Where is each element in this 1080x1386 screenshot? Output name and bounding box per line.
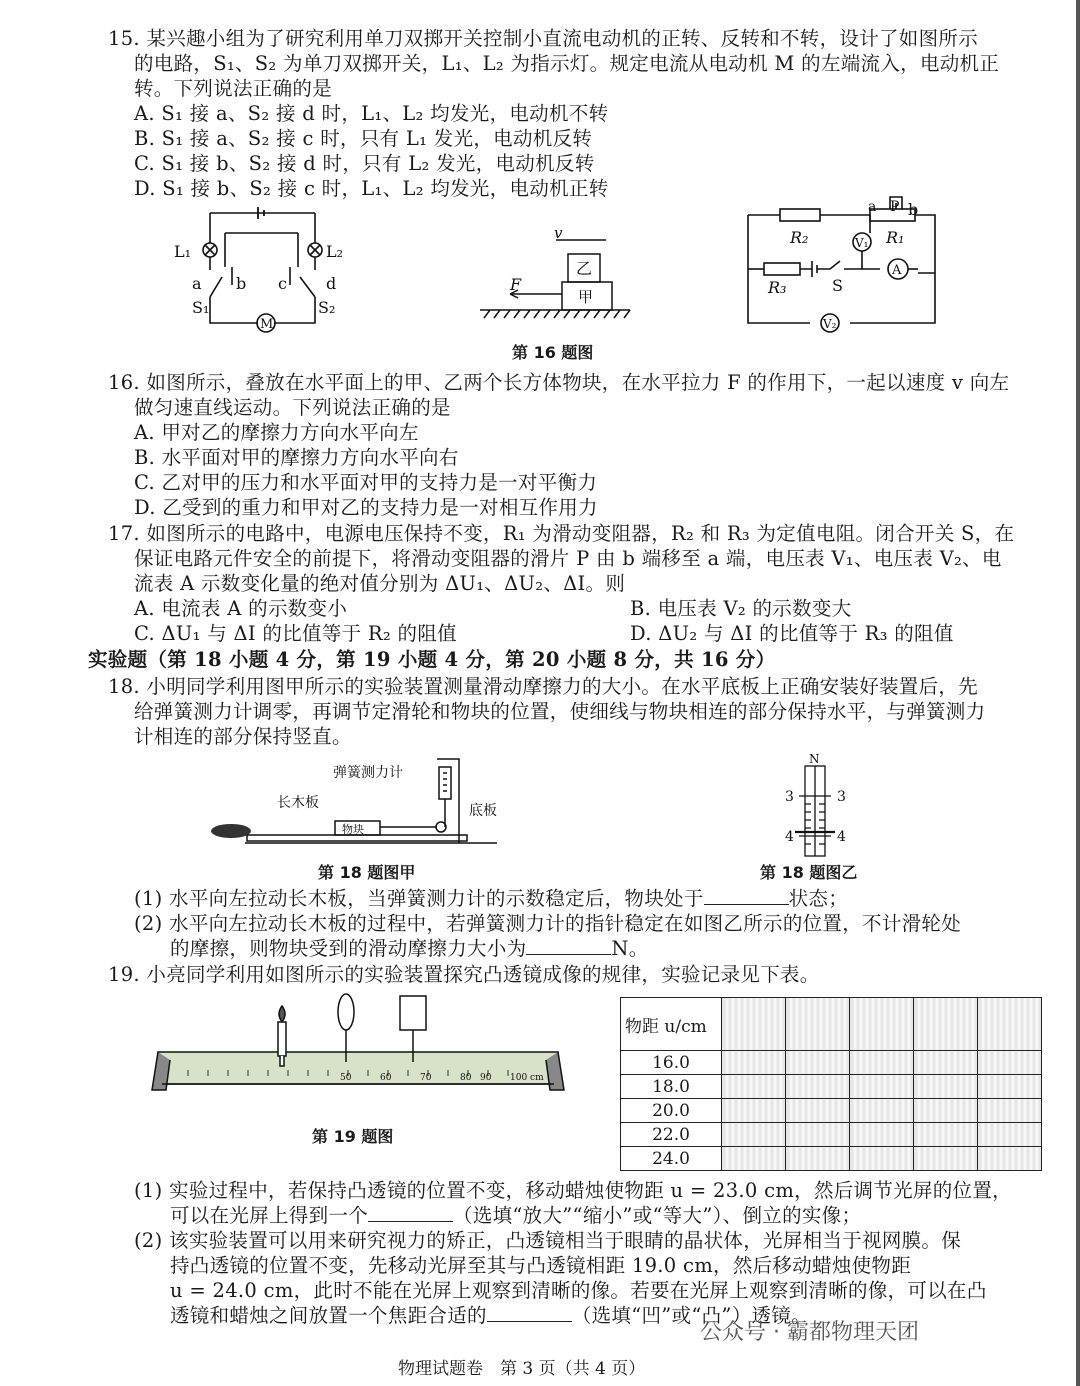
fig17-circuit [740,195,940,335]
table-cell-distance: 24.0 [621,1147,722,1171]
page-footer: 物理试题卷 第 3 页（共 4 页） [398,1359,646,1379]
table-cell-distance: 18.0 [621,1075,722,1099]
q18-stem-line2: 给弹簧测力计调零，再调节定滑轮和物块的位置，使细线与物块相连的部分保持水平，与弹簧测力 [134,700,986,723]
q15-stem-line2: 的电路，S₁、S₂ 为单刀双掷开关，L₁、L₂ 为指示灯。规定电流从电动机 M 的左端流入，电动机正 [134,52,1000,75]
fig17-P: P [890,199,900,215]
table-row [621,1051,1042,1075]
watermark-text: 公众号 · 霸都物理天团 [700,1320,919,1345]
q15-option-b: B. S₁ 接 a、S₂ 接 c 时，只有 L₁ 发光，电动机反转 [134,127,593,150]
fig17-R1: R₁ [886,228,905,247]
q18-stem-line1: 18. 小明同学利用图甲所示的实验装置测量滑动摩擦力的大小。在水平底板上正确安装好装置后，先 [108,675,979,698]
fig17-b: b [908,200,919,219]
fig18-scale-4-left: 4 [785,829,794,845]
fig18-caption-b: 第 18 题图乙 [760,863,858,882]
q19-stem: 19. 小亮同学利用如图所示的实验装置探究凸透镜成像的规律，实验记录见下表。 [108,963,820,986]
fig18-label-board: 长木板 [277,795,319,811]
section-header: 实验题（第 18 小题 4 分，第 19 小题 4 分，第 20 小题 8 分，共 16 分） [88,648,776,671]
fig18-caption-a: 第 18 题图甲 [318,863,416,882]
table-row [621,1123,1042,1147]
q18-part2-line1: (2) 水平向左拉动长木板的过程中，若弹簧测力计的指针稳定在如图乙所示的位置，不计滑轮处 [134,912,962,935]
page-edge [1076,0,1080,1386]
table-cell-distance: 16.0 [621,1051,722,1075]
q18-answer-blank-1[interactable] [704,886,789,905]
q18-part2-text: 的摩擦，则物块受到的滑动摩擦力大小为 [170,937,527,960]
fig15-circuit [170,205,355,335]
q18-stem-line3: 计相连的部分保持竖直。 [134,725,352,748]
q15-option-c: C. S₁ 接 b、S₂ 接 d 时，只有 L₂ 发光，电动机反转 [134,152,595,175]
q18-part1 [134,886,848,912]
fig18-scale [775,752,855,857]
fig15-c: c [278,274,287,293]
q19-part2-text: 透镜和蜡烛之间放置一个焦距合适的 [170,1304,487,1327]
fig18-scale-3-right: 3 [837,789,846,805]
q16-stem-line1: 16. 如图所示，叠放在水平面上的甲、乙两个长方体物块，在水平拉力 F 的作用下，一起以速度 v 向左 [108,371,1010,394]
fig17-a: a [868,199,877,215]
fig18-label-block: 物块 [342,823,364,836]
q19-part2-line3: u = 24.0 cm，此时不能在光屏上观察到清晰的像。若要在光屏上观察到清晰的像，可以在凸 [170,1279,987,1302]
table-header-object-distance: 物距 u/cm [621,998,722,1051]
fig16-blocks [470,222,640,322]
fig18-scale-unit: N [809,752,820,766]
q17-option-c: C. ΔU₁ 与 ΔI 的比值等于 R₂ 的阻值 [134,622,457,645]
q18-part2-line2 [170,936,649,962]
q18-part1-text: (1) 水平向左拉动长木板，当弹簧测力计的示数稳定后，物块处于 [134,887,704,910]
fig15-L1: L₁ [174,242,192,261]
fig19-tick-50: 50 [340,1073,352,1083]
q19-part1-text: 可以在光屏上得到一个 [170,1204,369,1227]
fig19-caption: 第 19 题图 [312,1127,394,1146]
fig15-a: a [192,274,202,293]
table-cell-distance: 22.0 [621,1123,722,1147]
q19-part2-tail: （选填“凹”或“凸”）透镜。 [571,1304,811,1327]
fig18-scale-4-right: 4 [837,829,846,845]
q16-option-c: C. 乙对甲的压力和水平面对甲的支持力是一对平衡力 [134,471,598,494]
fig19-optical-bench [148,990,568,1115]
q15-stem-line3: 转。下列说法正确的是 [134,77,333,100]
fig19-tick-90: 90 [480,1073,492,1083]
q19-part1-line2 [170,1203,861,1229]
q17-stem-line3: 流表 A 示数变化量的绝对值分别为 ΔU₁、ΔU₂、ΔI。则 [134,572,626,595]
fig18-scale-3-left: 3 [785,789,794,805]
fig15-b: b [236,274,247,293]
fig18-label-base: 底板 [469,803,497,819]
fig17-A: A [892,263,902,278]
fig17-V2: V₂ [823,317,837,331]
q16-option-b: B. 水平面对甲的摩擦力方向水平向右 [134,446,459,469]
q17-stem-line2: 保证电路元件安全的前提下，将滑动变阻器的滑片 P 由 b 端移至 a 端，电压表 V₁、电压表 V₂、电 [134,547,1002,570]
q15-option-d: D. S₁ 接 b、S₂ 接 c 时，L₁、L₂ 均发光，电动机正转 [134,177,609,200]
table-row [621,1075,1042,1099]
q19-part1-tail: （选填“放大”“缩小”或“等大”）、倒立的实像； [453,1204,862,1227]
fig18-apparatus [205,755,505,850]
q15-stem-line1: 15. 某兴趣小组为了研究利用单刀双掷开关控制小直流电动机的正转、反转和不转，设计了如图所示 [108,27,979,50]
fig15-motor-M: M [260,317,274,332]
q19-part2-line2: 持凸透镜的位置不变，先移动光屏至其与凸透镜相距 19.0 cm，然后移动蜡烛使物距 [170,1254,912,1277]
q18-answer-blank-2[interactable] [526,936,611,955]
fig16-jia: 甲 [578,288,594,306]
q19-answer-blank-1[interactable] [368,1203,453,1222]
q17-stem-line1: 17. 如图所示的电路中，电源电压保持不变，R₁ 为滑动变阻器，R₂ 和 R₃ 为定值电阻。闭合开关 S，在 [108,522,1015,545]
fig15-S2: S₂ [318,298,336,317]
table-row [621,1099,1042,1123]
fig15-d: d [326,274,337,293]
q19-part2-line1: (2) 该实验装置可以用来研究视力的矫正，凸透镜相当于眼睛的晶状体，光屏相当于视网膜。保 [134,1229,962,1252]
q15-option-a: A. S₁ 接 a、S₂ 接 d 时，L₁、L₂ 均发光，电动机不转 [134,102,609,125]
fig19-tick-80: 80 [460,1073,472,1083]
table-row [621,1147,1042,1171]
fig15-S1: S₁ [192,298,210,317]
fig16-v: v [554,224,563,242]
fig15-L2: L₂ [326,242,344,261]
q19-record-table [620,997,1042,1171]
q16-option-a: A. 甲对乙的摩擦力方向水平向左 [134,421,419,444]
fig17-S: S [832,276,843,295]
q19-part1-line1: (1) 实验过程中，若保持凸透镜的位置不变，移动蜡烛使物距 u = 23.0 cm，然后调节光屏的位置， [134,1179,1012,1202]
fig19-tick-60: 60 [380,1073,392,1083]
fig16-caption: 第 16 题图 [512,343,594,362]
fig19-tick-100: 100 cm [510,1073,544,1083]
table-cell-distance: 20.0 [621,1099,722,1123]
q17-option-d: D. ΔU₂ 与 ΔI 的比值等于 R₃ 的阻值 [630,622,954,645]
fig17-R3: R₃ [768,278,787,297]
fig16-F: F [510,275,522,294]
q17-option-a: A. 电流表 A 的示数变小 [134,597,348,620]
fig17-V1: V₁ [855,236,869,250]
q18-part2-unit: N。 [611,937,649,960]
q16-option-d: D. 乙受到的重力和甲对乙的支持力是一对相互作用力 [134,496,598,519]
fig17-R2: R₂ [790,228,809,247]
q18-part1-tail: 状态； [788,887,849,910]
q16-stem-line2: 做匀速直线运动。下列说法正确的是 [134,396,451,419]
table-header-row [621,998,1042,1051]
q17-option-b: B. 电压表 V₂ 的示数变大 [630,597,852,620]
fig18-label-spring: 弹簧测力计 [333,765,403,781]
fig19-tick-70: 70 [420,1073,432,1083]
q19-answer-blank-2[interactable] [487,1303,572,1322]
fig16-yi: 乙 [576,259,593,278]
